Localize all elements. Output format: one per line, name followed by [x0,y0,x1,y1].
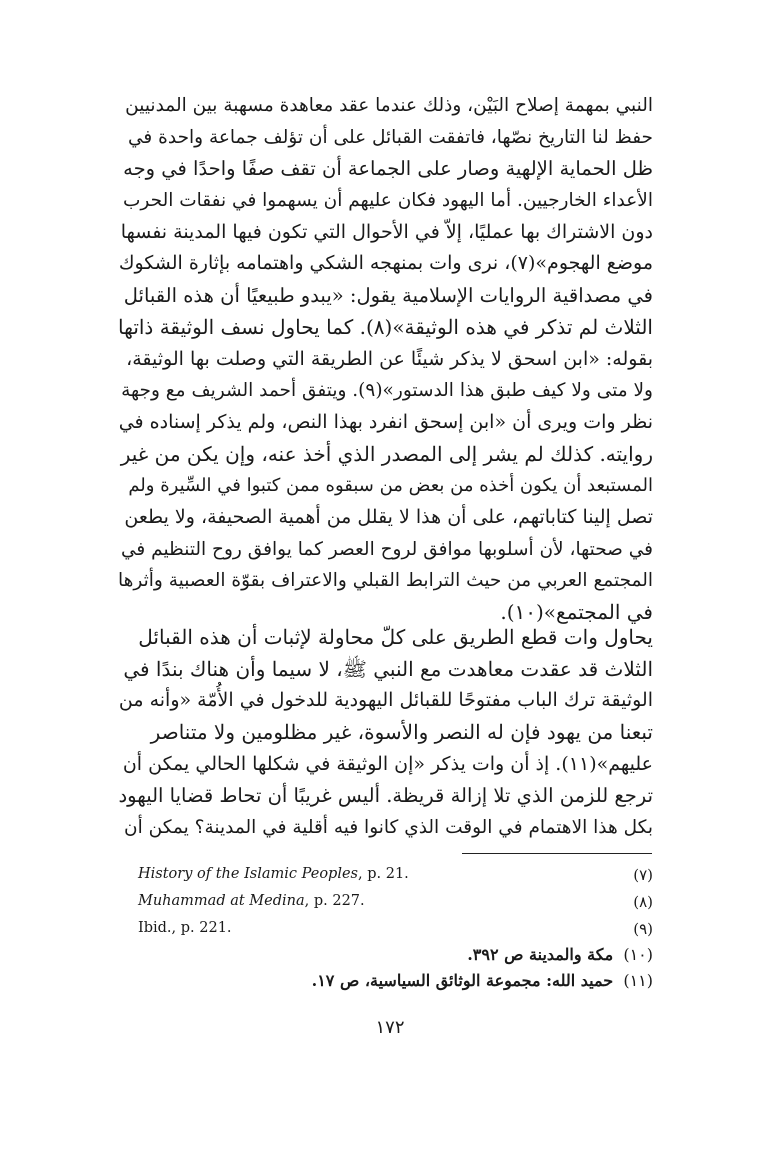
paragraph-2-line: تبعنا من يهود فإن له النصر والأسوة، غير مظلومين ولا متناصر [150,720,653,745]
paragraph-1-line: ظل الحماية الإلهية وصار على الجماعة أن تقف صفًا واحدًا في وجه [123,157,653,181]
paragraph-1-line: في مصداقية الروايات الإسلامية يقول: «يبدو طبيعيًا أن هذه القبائل [123,284,653,308]
paragraph-2-line: الثلاث قد عقدت معاهدت مع النبي ﷺ، لا سيما وأن هناك بندًا في [123,656,653,681]
paragraph-1-line: موضع الهجوم»(٧)، نرى وات بمنهجه الشكي واهتمامه بإثارة الشكوك [118,252,653,275]
paragraph-1-line: دون الاشتراك بها عمليًا، إلاّ في الأحوال التي تكون فيها المدينة نفسها [120,220,653,243]
footnote-7 [138,866,653,890]
footnote-7-title: History of the Islamic Peoples [138,866,358,882]
paragraph-2 [118,622,653,844]
footnote-11-line [312,971,653,990]
paragraph-2-line: ترجع للزمن الذي تلا إزالة قريظة. أليس غريبًا أن تحاط قضايا اليهود [118,784,653,808]
footnote-9-citation [138,920,232,936]
footnote-10-text: مكة والمدينة ص ٣٩٢. [467,945,614,964]
footnote-7-citation [138,866,409,882]
footnote-8-number: (٨) [633,893,653,911]
footnote-8-title: Muhammad at Medina [138,893,305,909]
paragraph-1-line: بقوله: «ابن اسحق لا يذكر شيئًا عن الطريقة التي وصلت بها الوثيقة، [126,347,653,370]
footnote-11 [138,971,653,995]
footnote-10-number: (١٠) [623,945,653,964]
footnote-8 [138,893,653,917]
paragraph-2-line: الوثيقة ترك الباب مفتوحًا للقبائل اليهودية للدخول في الأُمّة «وأنه من [118,689,653,712]
paragraph-1-line: الثلاث لم تذكر في هذه الوثيقة»(٨). كما يحاول نسف الوثيقة ذاتها [118,314,653,339]
paragraph-1 [118,90,653,629]
footnote-8-citation [138,893,365,909]
footnote-10-line [467,945,653,964]
paragraph-1-line: المستبعد أن يكون أخذه من بعض من سبقوه ممن كتبوا في السِّيرة ولم [128,475,653,497]
footnote-9-number: (٩) [633,920,653,938]
paragraph-1-line: الأعداء الخارجيين. أما اليهود فكان عليهم أن يسهموا في نفقات الحرب [123,190,653,212]
footnote-10 [138,945,653,969]
paragraph-1-line: المجتمع العربي من حيث الترابط القبلي والاعتراف بقوّة العصبية وأثرها [118,570,653,592]
footnote-11-text: حميد الله: مجموعة الوثائق السياسية، ص ١٧. [311,971,614,990]
paragraph-2-line: يحاول وات قطع الطريق على كلّ محاولة لإثبات أن هذه القبائل [138,625,653,649]
paragraph-1-line: ولا متى ولا كيف طبق هذا الدستور»(٩). ويتفق أحمد الشريف مع وجهة [121,380,653,402]
paragraph-1-line: حفظ لنا التاريخ نصّها، فاتفقت القبائل على أن تؤلف جماعة واحدة في [128,126,653,148]
footnote-9 [138,920,653,944]
paragraph-1-line: النبي بمهمة إصلاح البَيْن، وذلك عندما عقد معاهدة مسهبة بين المدنيين [125,95,653,116]
footnote-7-page: , p. 21. [358,866,409,882]
paragraph-1-line: تصل إلينا كتاباتهم، على أن هذا لا يقلل من أهمية الصحيفة، ولا يطعن [124,505,653,528]
footnote-divider [462,853,652,854]
footnote-8-page: , p. 227. [304,893,365,909]
paragraph-2-line: عليهم»(١١). إذ أن وات يذكر «إن الوثيقة في شكلها الحالي يمكن أن [122,752,653,775]
footnote-9-page: Ibid., p. 221. [138,920,232,936]
footnote-7-number: (٧) [633,866,653,884]
page-number: ١٧٢ [375,1017,405,1038]
paragraph-1-line: نظر وات ويرى أن «ابن إسحق انفرد بهذا النص، ولم يذكر إسناده في [118,410,653,433]
paragraph-2-line: بكل هذا الاهتمام في الوقت الذي كانوا فيه أقلية في المدينة؟ يمكن أن [124,817,653,839]
paragraph-1-line: في صحتها، لأن أسلوبها موافق لروح العصر كما يوافق روح التنظيم في [121,538,653,560]
paragraph-1-line: في المجتمع»(١٠). [500,600,653,624]
footnote-11-number: (١١) [623,971,653,990]
paragraph-1-line: روايته. كذلك لم يشر إلى المصدر الذي أخذ عنه، وإن يكن من غير [120,441,653,466]
